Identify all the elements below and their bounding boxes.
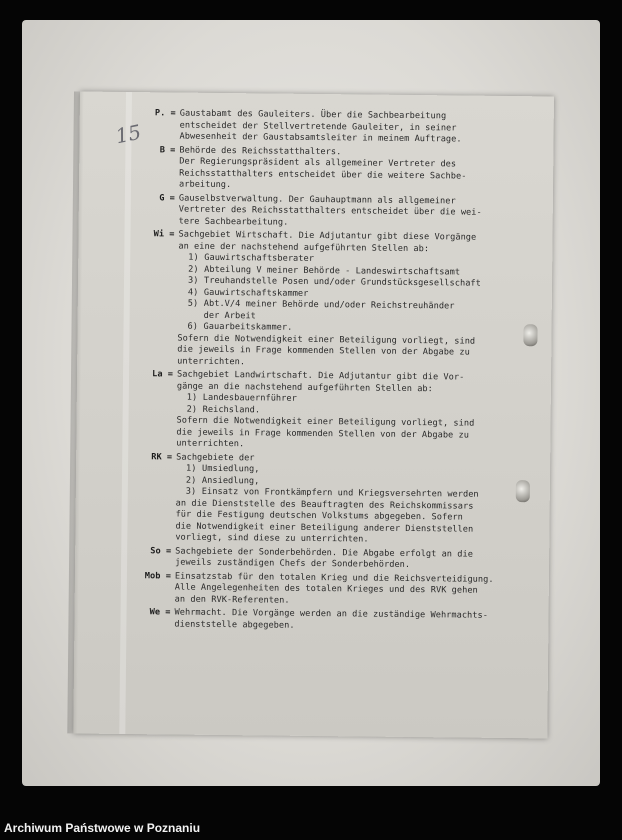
entry-code: So = [119, 545, 171, 557]
entry-line: die jeweils in Frage kommenden Stellen von der Abgabe zu [176, 427, 470, 441]
entry-line: entscheidet der Stellvertretende Gauleiter, in seiner [179, 120, 457, 133]
entry-mob [131, 571, 549, 610]
entry-line: Sachgebiet Landwirtschaft. Die Adjutantur gibt die Vor- [177, 369, 465, 383]
staple-clip-top [523, 324, 537, 346]
entry-so [131, 546, 549, 573]
list-item-number: 1) [188, 252, 199, 263]
list-item-text: Abt.V/4 meiner Behörde und/oder Reichstreuhänder [203, 298, 455, 312]
list-item-text: Ansiedlung, [201, 475, 260, 486]
entry-line: Sofern die Notwendigkeit einer Beteiligung vorliegt, sind [176, 415, 475, 429]
list-item-text: der Arbeit [203, 310, 256, 321]
entry-line: tere Sachbearbeitung. [178, 216, 289, 228]
list-item-text: Reichsland. [202, 404, 261, 415]
list-item-number: 2) [186, 404, 198, 415]
entry-line: jeweils zuständigen Chefs der Sonderbehörden. [175, 557, 411, 571]
list-item-number: 2) [185, 475, 197, 486]
entry-line: Abwesenheit der Gaustabsamtsleiter in meinem Auftrage. [179, 131, 462, 145]
list-item-text: Gauwirtschaftsberater [204, 252, 315, 264]
entry-line: gänge an die nachstehend aufgeführten Stellen ab: [176, 381, 433, 394]
entry-code: B = [123, 144, 175, 156]
entry-p [135, 108, 553, 147]
entry-line: vorliegt, sind diese zu unterrichten. [175, 532, 369, 545]
list-item-number: 6) [187, 321, 199, 332]
entry-line: Alle Angelegenheiten des totalen Krieges und des RVK gehen [174, 582, 478, 596]
list-item-number: 2) [188, 264, 199, 275]
entry-line: Einsatzstab für den totalen Krieg und die Reichsverteidigung. [174, 571, 494, 585]
list-item-text: Treuhandstelle Posen und/oder Grundstücksgesellschaft [203, 275, 481, 289]
staple-clip-bottom [516, 480, 530, 502]
entry-line: dienststelle abgegeben. [174, 619, 295, 631]
entry-line: an den RVK-Referenten. [174, 594, 290, 606]
entry-g [135, 193, 553, 232]
list-item-number: 3) [187, 275, 199, 286]
folio-number: 15 [113, 119, 144, 149]
entry-line: die Notwendigkeit einer Beteiligung anderer Dienststellen [175, 521, 474, 535]
entry-line: Behörde des Reichsstatthalters. [179, 145, 342, 157]
entry-code: Mob = [119, 570, 171, 582]
list-item-number: 5) [187, 298, 199, 309]
entry-line: Vertreter des Reichsstatthalters entscheidet über die wei- [178, 204, 482, 218]
entry-rk [131, 452, 550, 548]
entry-code: RK = [120, 451, 172, 463]
entry-line: Reichsstatthalters entscheidet über die weitere Sachbe- [179, 168, 467, 182]
entry-code: P. = [124, 108, 176, 120]
document-sheet [73, 92, 554, 739]
entry-line: an die Dienststelle des Beauftragten des Reichskommissars [175, 498, 474, 512]
entry-code: La = [121, 369, 173, 381]
list-item-text: Gauwirtschaftskammer [203, 287, 309, 299]
entry-la [132, 369, 551, 454]
list-item-text: Einsatz von Frontkämpfern und Kriegsversehrten werden [201, 486, 479, 500]
entry-code: Wi = [122, 229, 174, 241]
entry-line: an eine der nachstehend aufgeführten Stellen ab: [178, 241, 430, 254]
document-body [130, 108, 553, 636]
list-item-number: 3) [185, 486, 197, 497]
list-item-text: Gauarbeitskammer. [203, 321, 293, 333]
entry-b [135, 145, 553, 195]
list-item-text: Abteilung V meiner Behörde - Landeswirtschaftsamt [204, 264, 461, 278]
entry-wi [133, 229, 552, 371]
entry-line: Der Regierungspräsident als allgemeiner Vertreter des [179, 156, 457, 170]
list-item-text: Landesbauernführer [202, 392, 297, 404]
list-item-number: 4) [187, 287, 199, 298]
entry-line: die jeweils in Frage kommenden Stellen von der Abgabe zu [177, 344, 470, 358]
entry-code: G = [123, 192, 175, 204]
entry-line: Gaustabamt des Gauleiters. Über die Sachbearbeitung [179, 108, 447, 122]
entry-line: Wehrmacht. Die Vorgänge werden an die zuständige Wehrmachts- [174, 607, 489, 621]
entry-line: Sachgebiete der [176, 452, 255, 463]
entry-line: Sofern die Notwendigkeit einer Beteiligung vorliegt, sind [177, 333, 476, 347]
entry-line: Gauselbstverwaltung. Der Gauhauptmann als allgemeiner [178, 193, 456, 206]
list-item-text: Umsiedlung, [202, 463, 260, 475]
entry-line: arbeitung. [178, 179, 232, 191]
list-item-number: 1) [186, 392, 198, 403]
entry-line: unterrichten. [177, 356, 246, 367]
archive-footer: Archiwum Państwowe w Poznaniu [4, 821, 201, 835]
entry-we [130, 607, 548, 634]
entry-line: unterrichten. [176, 438, 245, 450]
list-item-number: 1) [186, 463, 197, 474]
entry-line: Sachgebiet Wirtschaft. Die Adjutantur gibt diese Vorgänge [178, 229, 477, 243]
paper-fold [119, 92, 132, 734]
entry-line: für die Festigung deutschen Volkstums abgegeben. Sofern [175, 509, 463, 523]
entry-code: We = [118, 607, 170, 619]
entry-line: Sachgebiete der Sonderbehörden. Die Abgabe erfolgt an die [175, 546, 474, 560]
